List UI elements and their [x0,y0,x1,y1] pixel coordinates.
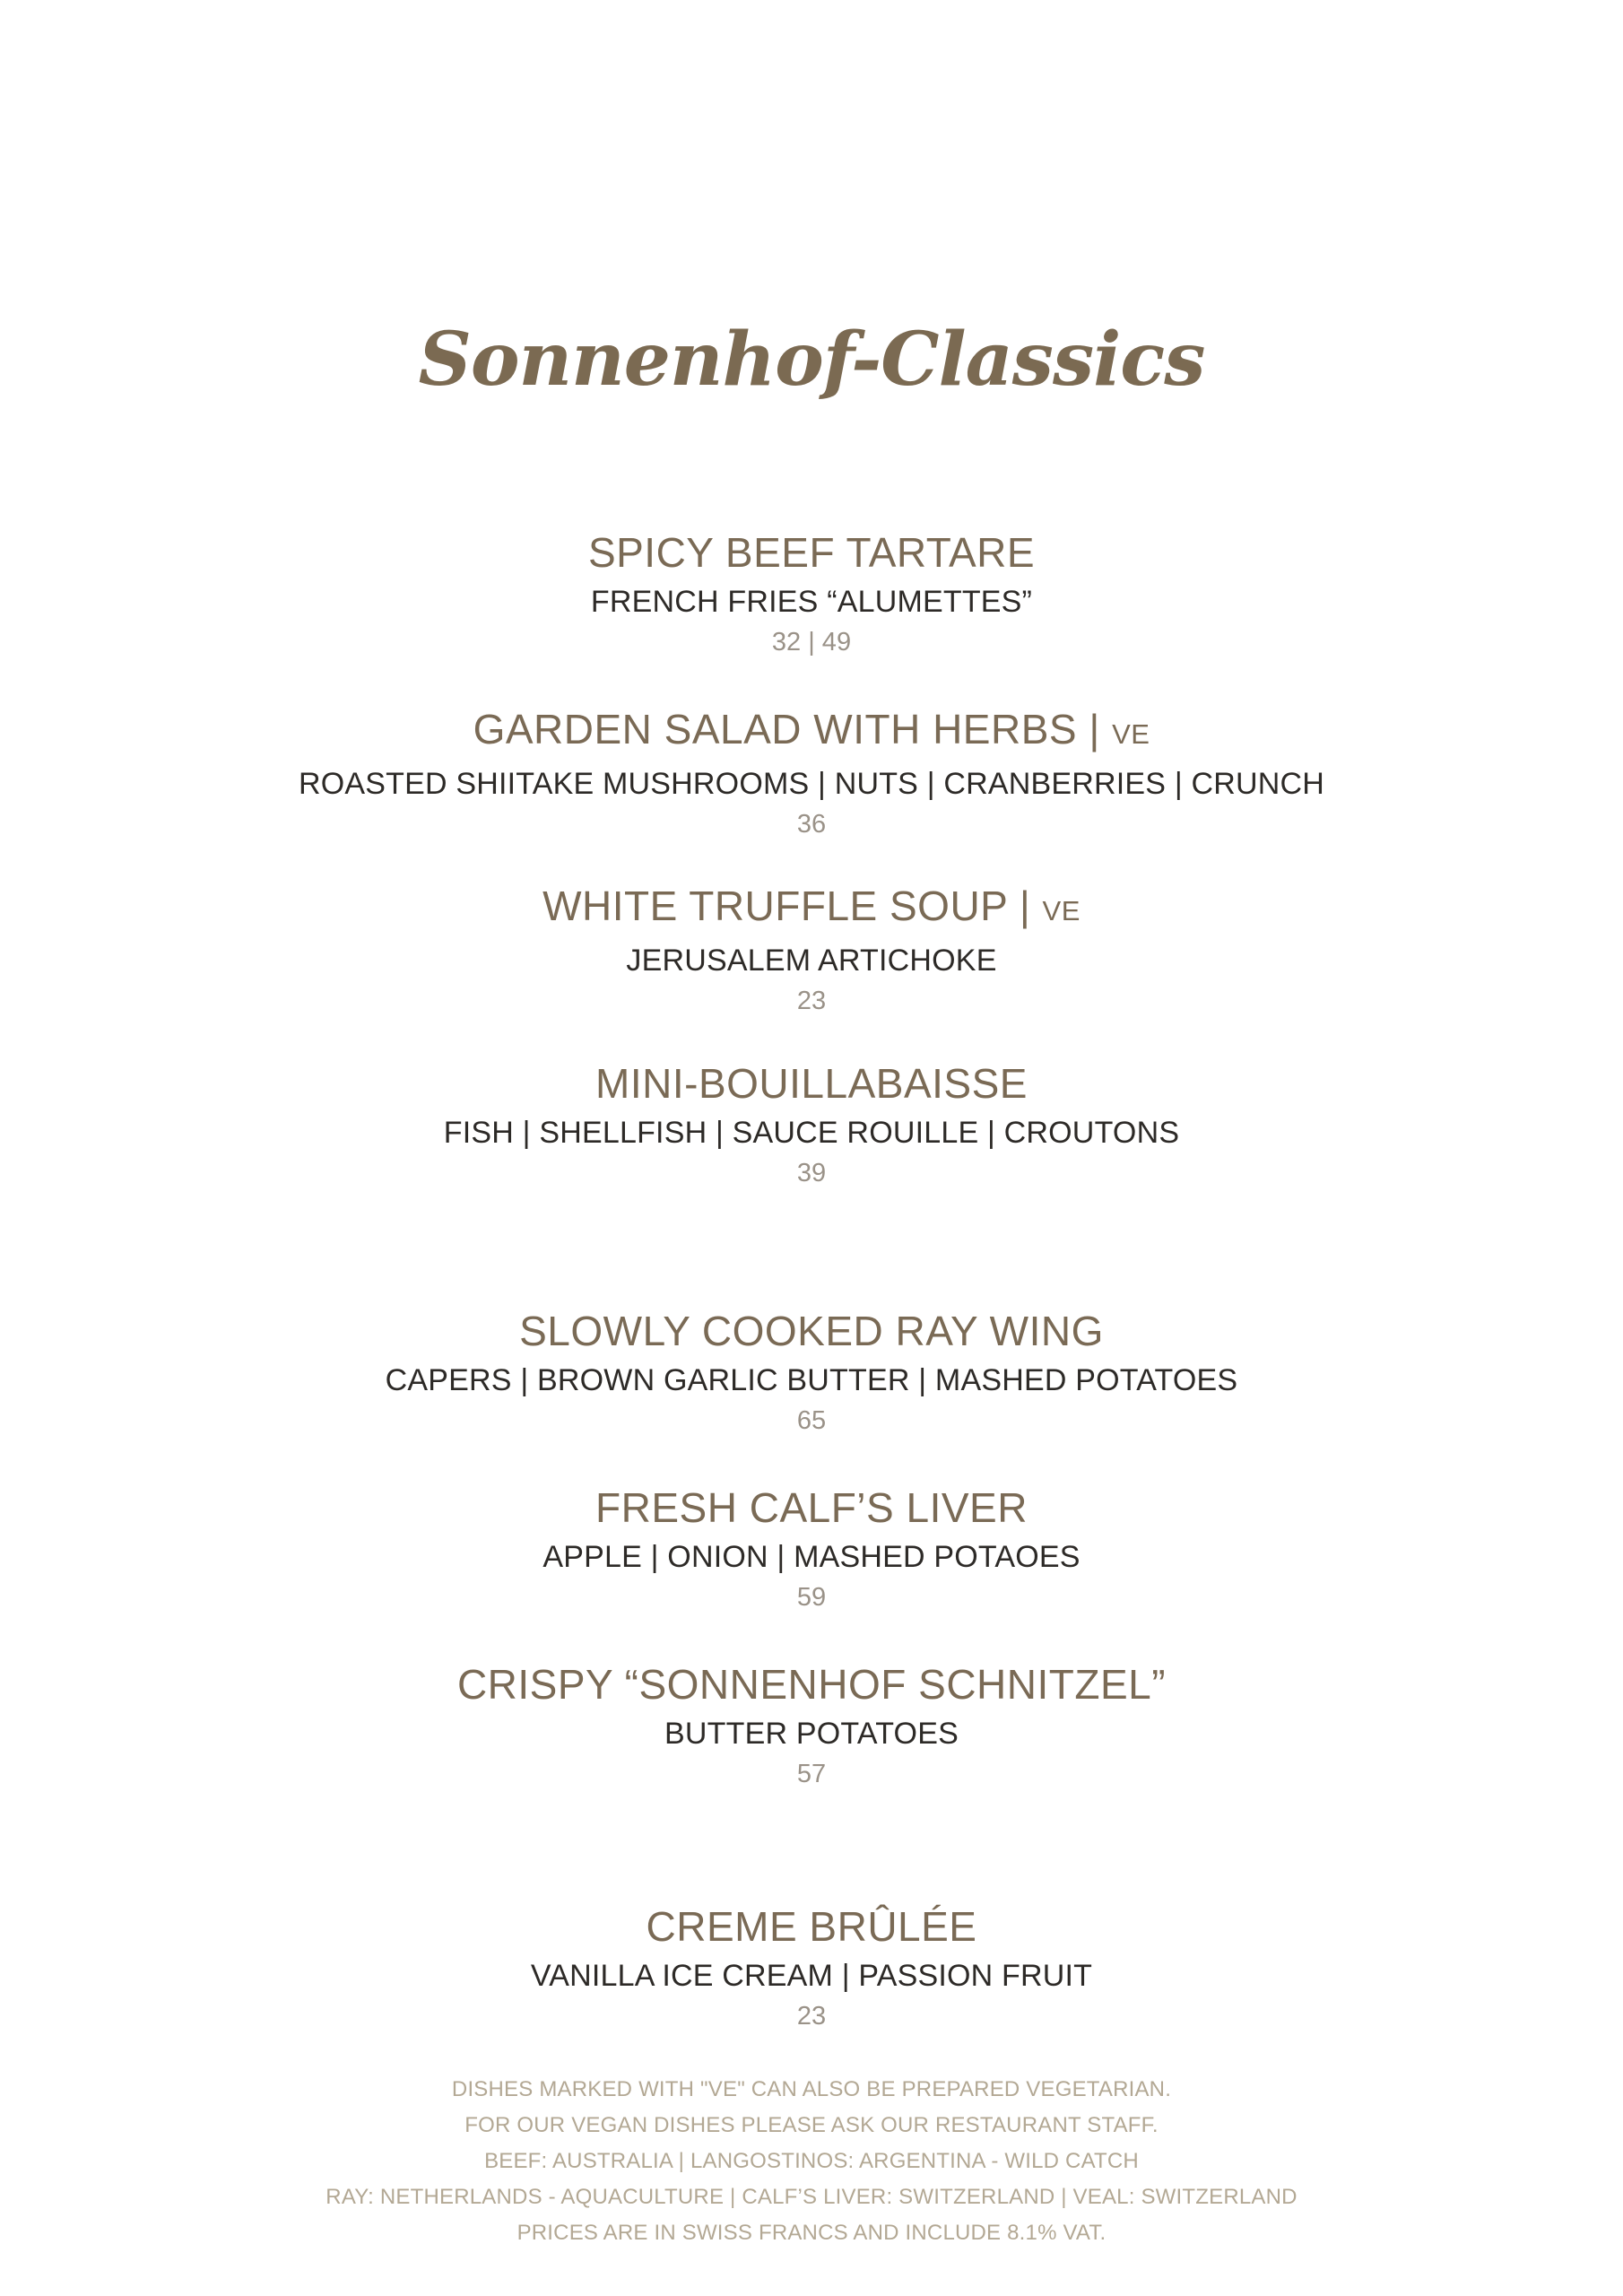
dish-name [0,1483,1623,1533]
dish-name-text: WHITE TRUFFLE SOUP | [542,883,1043,929]
dish-name-text: SLOWLY COOKED RAY WING [519,1308,1104,1354]
dish-name-text: SPICY BEEF TARTARE [587,529,1036,576]
dish-name-text: FRESH CALF’S LIVER [595,1484,1028,1531]
dish-name [0,704,1623,760]
dish-name [0,1901,1623,1952]
dish-name-text: CRISPY “SONNENHOF SCHNITZEL” [456,1661,1167,1708]
footnote-vegan: FOR OUR VEGAN DISHES PLEASE ASK OUR RESTAURANT STAFF. [464,2113,1159,2137]
menu-item-calfs-liver [0,1483,1623,1613]
menu-item-ray-wing [0,1306,1623,1437]
dish-price: 36 [796,810,827,839]
dish-description: JERUSALEM ARTICHOKE [626,944,997,978]
footnote-origin-ray: RAY: NETHERLANDS - AQUACULTURE | CALF’S LIVER: SWITZERLAND | VEAL: SWITZERLAND [325,2185,1298,2209]
footnote-prices: PRICES ARE IN SWISS FRANCS AND INCLUDE 8.1% VAT. [516,2221,1107,2245]
footnote-vegetarian: DISHES MARKED WITH "VE" CAN ALSO BE PREPARED VEGETARIAN. [451,2077,1172,2101]
menu-item-spicy-beef-tartare [0,527,1623,658]
dish-price: 57 [796,1760,827,1788]
menu-title: Sonnenhof-Classics [418,317,1205,403]
dish-description: BUTTER POTATOES [664,1717,959,1751]
dish-name [0,527,1623,578]
dish-name-text: CREME BRÛLÉE [646,1903,977,1950]
dish-description: FISH | SHELLFISH | SAUCE ROUILLE | CROUTONS [443,1116,1180,1150]
dish-price: 23 [796,987,827,1015]
menu-item-garden-salad [0,704,1623,840]
dish-description: ROASTED SHIITAKE MUSHROOMS | NUTS | CRANBERRIES | CRUNCH [298,767,1325,801]
menu-footnotes [0,2072,1623,2251]
dish-description: APPLE | ONION | MASHED POTAOES [542,1540,1081,1574]
dish-price: 32 | 49 [771,628,852,657]
vegetarian-tag: VE [1112,718,1150,750]
dish-name-text: GARDEN SALAD WITH HERBS | [473,706,1113,752]
dish-price: 59 [796,1583,827,1612]
dish-price: 39 [796,1159,827,1187]
menu-item-white-truffle-soup [0,881,1623,1017]
dish-price: 23 [796,2002,827,2031]
menu-item-creme-brulee [0,1901,1623,2032]
dish-name [0,1659,1623,1709]
footnote-origin-beef: BEEF: AUSTRALIA | LANGOSTINOS: ARGENTINA - WILD CATCH [484,2149,1139,2173]
dish-description: CAPERS | BROWN GARLIC BUTTER | MASHED POTATOES [385,1363,1238,1397]
dish-price: 65 [796,1406,827,1435]
dish-name [0,1306,1623,1356]
vegetarian-tag: VE [1042,895,1081,926]
dish-name [0,1058,1623,1109]
dish-description: VANILLA ICE CREAM | PASSION FRUIT [530,1959,1093,1993]
dish-name-text: MINI-BOUILLABAISSE [595,1060,1028,1107]
dish-description: FRENCH FRIES “ALUMETTES” [590,585,1033,619]
menu-item-schnitzel [0,1659,1623,1790]
dish-name [0,881,1623,936]
menu-item-mini-bouillabaisse [0,1058,1623,1189]
